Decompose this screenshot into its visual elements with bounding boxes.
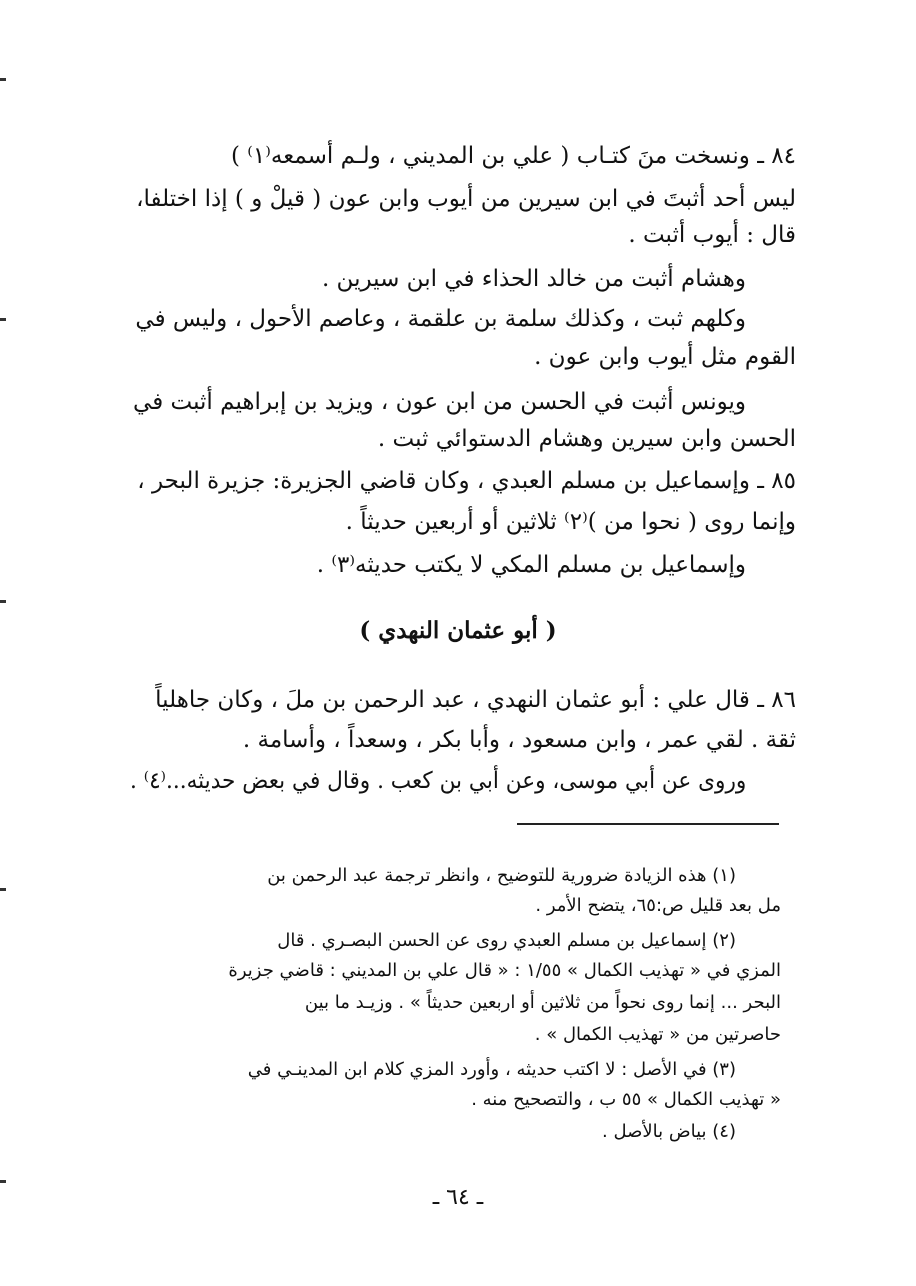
- text-line: ثقة . لقي عمر ، وابن مسعود ، وأبا بكر ، وسعداً ، وأسامة .: [242, 727, 796, 753]
- footnote-line: (٤) بياض بالأصل .: [602, 1121, 736, 1142]
- text-line: ٨٦ ـ قال علي : أبو عثمان النهدي ، عبد الرحمن بن ملَ ، وكان جاهلياً: [155, 687, 796, 713]
- text-line: الحسن وابن سيرين وهشام الدستوائي ثبت .: [377, 426, 796, 452]
- footnote-line: « تهذيب الكمال » ٥٥ ب ، والتصحيح منه .: [471, 1089, 781, 1110]
- footnote-line: حاصرتين من « تهذيب الكمال » .: [534, 1024, 781, 1045]
- scan-edge-mark: [0, 600, 6, 603]
- text-line: قال : أيوب أثبت .: [628, 222, 796, 248]
- text-line: ليس أحد أثبتَ في ابن سيرين من أيوب وابن عون ( قيلْ و ) إذا اختلفا،: [136, 186, 796, 212]
- text-line: وهشام أثبت من خالد الحذاء في ابن سيرين .: [321, 266, 746, 292]
- text-line: وروى عن أبي موسى، وعن أبي بن كعب . وقال في بعض حديثه...⁽٤⁾ .: [129, 768, 747, 794]
- text-line: وكلهم ثبت ، وكذلك سلمة بن علقمة ، وعاصم الأحول ، وليس في: [135, 306, 746, 332]
- section-heading: ( أبو عثمان النهدي ): [359, 617, 557, 644]
- text-line: ويونس أثبت في الحسن من ابن عون ، ويزيد بن إبراهيم أثبت في: [133, 389, 746, 415]
- footnote-line: (١) هذه الزيادة ضرورية للتوضيح ، وانظر ترجمة عبد الرحمن بن: [267, 865, 736, 886]
- footnote-separator: [517, 823, 779, 825]
- text-line: ٨٥ ـ وإسماعيل بن مسلم العبدي ، وكان قاضي الجزيرة: جزيرة البحر ،: [137, 468, 796, 494]
- text-line: ٨٤ ـ ونسخت منَ كتـاب ( علي بن المديني ، ولـم أسمعه⁽١⁾ ): [230, 143, 796, 169]
- page-number: ـ ٦٤ ـ: [432, 1185, 484, 1210]
- footnote-line: (٢) إسماعيل بن مسلم العبدي روى عن الحسن البصـري . قال: [277, 930, 736, 951]
- footnote-line: المزي في « تهذيب الكمال » ١/٥٥ : « قال علي بن المديني : قاضي جزيرة: [228, 960, 781, 981]
- text-line: وإنما روى ( نحوا من )⁽٢⁾ ثلاثين أو أربعين حديثاً .: [345, 509, 796, 535]
- footnote-line: البحر ... إنما روى نحواً من ثلاثين أو اربعين حديثاً » . وزيـد ما بين: [304, 992, 781, 1013]
- footnote-line: (٣) في الأصل : لا اكتب حديثه ، وأورد المزي كلام ابن المدينـي في: [247, 1059, 736, 1080]
- text-line: وإسماعيل بن مسلم المكي لا يكتب حديثه⁽٣⁾ .: [316, 552, 746, 578]
- scan-edge-mark: [0, 318, 6, 321]
- scan-edge-mark: [0, 78, 6, 81]
- scan-edge-mark: [0, 1180, 6, 1183]
- text-line: القوم مثل أيوب وابن عون .: [534, 344, 796, 370]
- footnote-line: مل بعد قليل ص:٦٥، يتضح الأمر .: [535, 895, 781, 916]
- scan-edge-mark: [0, 888, 6, 891]
